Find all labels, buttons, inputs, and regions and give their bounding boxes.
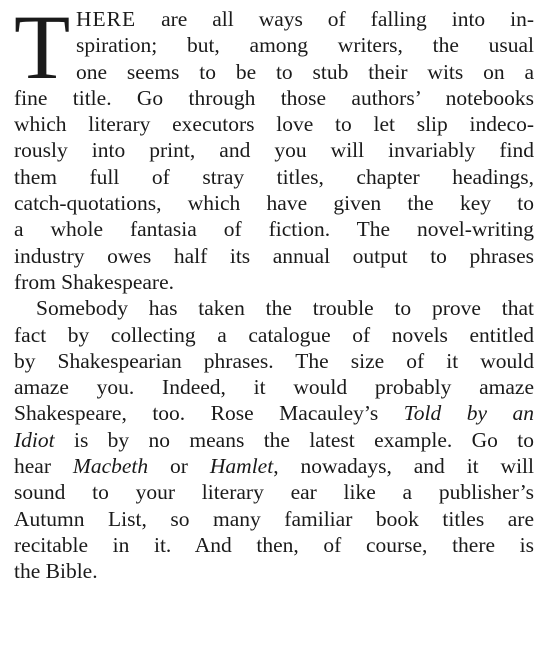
text-line: which literary executors love to let slip indeco- bbox=[14, 112, 534, 137]
play-title-italic: Macbeth bbox=[72, 454, 149, 479]
text-line: spiration; but, among writers, the usual bbox=[76, 33, 534, 58]
text-line: industry owes half its annual output to phrases bbox=[14, 243, 534, 268]
text-line: a whole fantasia of fiction. The novel-writing bbox=[14, 217, 534, 242]
text-segment: is by no means the latest example. Go to bbox=[54, 427, 534, 452]
text-line: recitable in it. And then, of course, there is bbox=[14, 532, 534, 557]
paragraph-2 bbox=[14, 295, 534, 584]
text-segment: Shakespeare, too. Rose Macauley’s bbox=[14, 401, 404, 426]
text-segment: or bbox=[148, 454, 210, 479]
article-page bbox=[14, 0, 535, 585]
text-segment: , nowadays, and it will bbox=[273, 454, 535, 479]
text-line: Autumn List, so many familiar book titles are bbox=[14, 506, 534, 531]
book-title-italic: Idiot bbox=[14, 427, 55, 452]
small-caps-word: HERE bbox=[76, 7, 137, 31]
text-line: rously into print, and you will invariably find bbox=[14, 138, 534, 163]
text-line: Somebody has taken the trouble to prove that bbox=[36, 296, 534, 321]
book-title-italic: Told by an bbox=[403, 401, 535, 426]
text-line bbox=[14, 427, 534, 453]
text-line bbox=[14, 453, 534, 479]
text-line: one seems to be to stub their wits on a bbox=[76, 59, 534, 84]
text-line: amaze you. Indeed, it would probably amaze bbox=[14, 375, 534, 400]
text-segment: are all ways of falling into in- bbox=[136, 7, 534, 31]
text-line bbox=[14, 400, 534, 426]
text-line: fact by collecting a catalogue of novels entitled bbox=[14, 322, 534, 347]
text-line: by Shakespearian phrases. The size of it would bbox=[14, 348, 534, 373]
text-line: fine title. Go through those authors’ notebooks bbox=[14, 85, 534, 110]
text-line: sound to your literary ear like a publisher’s bbox=[14, 480, 534, 505]
text-line: them full of stray titles, chapter headings, bbox=[14, 164, 534, 189]
drop-cap: T bbox=[14, 0, 71, 98]
play-title-italic: Hamlet bbox=[209, 454, 274, 479]
text-line: the Bible. bbox=[14, 559, 98, 584]
text-line: from Shakespeare. bbox=[14, 269, 174, 294]
text-segment: hear bbox=[14, 454, 73, 479]
text-line bbox=[14, 6, 534, 32]
paragraph-1 bbox=[14, 0, 534, 295]
text-line: catch-quotations, which have given the key to bbox=[14, 191, 534, 216]
